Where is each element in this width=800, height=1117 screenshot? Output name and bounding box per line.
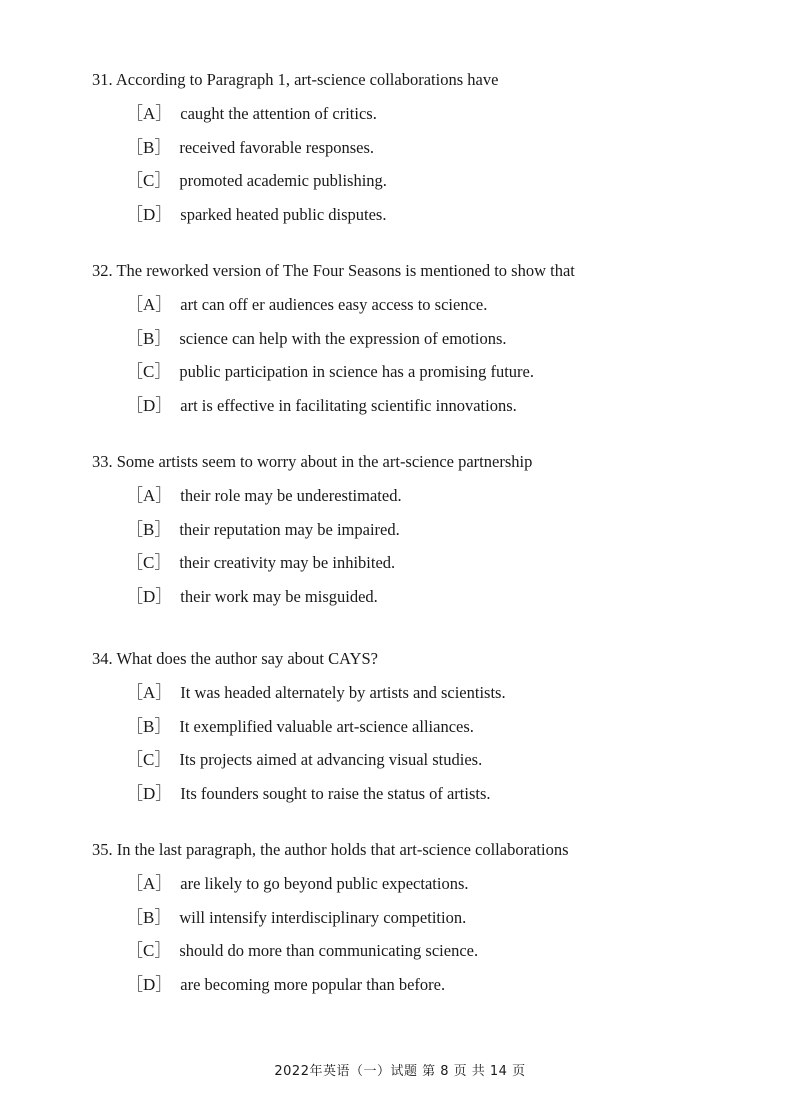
option-letter: ［C］	[126, 941, 172, 960]
option-d	[126, 784, 772, 804]
option-text: caught the attention of critics.	[180, 104, 377, 123]
option-d	[126, 975, 772, 995]
option-a	[126, 874, 772, 894]
option-letter: ［A］	[126, 295, 173, 314]
option-letter: ［B］	[126, 907, 172, 927]
option-text: their reputation may be impaired.	[179, 519, 400, 539]
question-34	[92, 649, 772, 817]
option-text: received favorable responses.	[179, 137, 375, 157]
option-text: Its projects aimed at advancing visual studies.	[179, 750, 483, 769]
option-text: their role may be underestimated.	[180, 486, 402, 505]
option-text: will intensify interdisciplinary competition.	[179, 907, 467, 927]
option-c	[126, 941, 772, 961]
option-letter: ［B］	[126, 137, 172, 157]
option-c	[126, 750, 772, 770]
option-letter: ［C］	[126, 553, 172, 572]
option-text: art is effective in facilitating scientific innovations.	[180, 395, 517, 415]
option-letter: ［A］	[126, 486, 173, 505]
option-text: science can help with the expression of emotions.	[179, 328, 507, 348]
option-letter: ［D］	[126, 586, 173, 606]
option-list	[92, 104, 772, 225]
option-b	[126, 908, 772, 928]
question-stem: 31. According to Paragraph 1, art-science collaborations have	[92, 70, 499, 89]
option-letter: ［B］	[126, 328, 172, 348]
option-a	[126, 104, 772, 124]
question-stem: 34. What does the author say about CAYS?	[92, 649, 378, 668]
option-text: It was headed alternately by artists and scientists.	[180, 683, 506, 702]
option-text: are likely to go beyond public expectations.	[180, 874, 469, 893]
option-list	[92, 295, 772, 416]
question-stem: 32. The reworked version of The Four Seasons is mentioned to show that	[92, 261, 575, 280]
option-letter: ［A］	[126, 683, 173, 702]
question-stem: 33. Some artists seem to worry about in the art-science partnership	[92, 452, 533, 471]
option-letter: ［C］	[126, 750, 172, 769]
option-text: promoted academic publishing.	[179, 171, 387, 190]
option-letter: ［D］	[126, 783, 173, 803]
option-d	[126, 587, 772, 607]
option-a	[126, 683, 772, 703]
question-35	[92, 840, 772, 1008]
option-a	[126, 295, 772, 315]
option-list	[92, 683, 772, 804]
option-list	[92, 486, 772, 607]
question-32	[92, 261, 772, 429]
option-c	[126, 171, 772, 191]
option-letter: ［C］	[126, 362, 172, 381]
option-d	[126, 396, 772, 416]
option-text: sparked heated public disputes.	[180, 204, 387, 224]
option-list	[92, 874, 772, 995]
option-letter: ［B］	[126, 716, 172, 736]
option-text: should do more than communicating science.	[179, 941, 479, 960]
option-letter: ［C］	[126, 171, 172, 190]
option-text: It exemplified valuable art-science alliances.	[179, 716, 474, 736]
question-stem: 35. In the last paragraph, the author holds that art-science collaborations	[92, 840, 569, 859]
option-c	[126, 362, 772, 382]
option-text: Its founders sought to raise the status of artists.	[180, 783, 491, 803]
option-letter: ［D］	[126, 974, 173, 994]
option-letter: ［D］	[126, 395, 173, 415]
option-letter: ［A］	[126, 874, 173, 893]
option-a	[126, 486, 772, 506]
option-b	[126, 329, 772, 349]
question-31	[92, 70, 772, 238]
option-letter: ［A］	[126, 104, 173, 123]
option-b	[126, 520, 772, 540]
option-text: are becoming more popular than before.	[180, 974, 446, 994]
option-text: their work may be misguided.	[180, 586, 378, 606]
option-text: art can off er audiences easy access to science.	[180, 295, 488, 314]
option-letter: ［B］	[126, 519, 172, 539]
page-footer: 2022年英语（一）试题 第 8 页 共 14 页	[274, 1064, 526, 1079]
option-c	[126, 553, 772, 573]
option-text: public participation in science has a promising future.	[179, 362, 534, 381]
option-b	[126, 138, 772, 158]
option-letter: ［D］	[126, 204, 173, 224]
option-text: their creativity may be inhibited.	[179, 553, 396, 572]
question-33	[92, 452, 772, 620]
option-d	[126, 205, 772, 225]
option-b	[126, 717, 772, 737]
